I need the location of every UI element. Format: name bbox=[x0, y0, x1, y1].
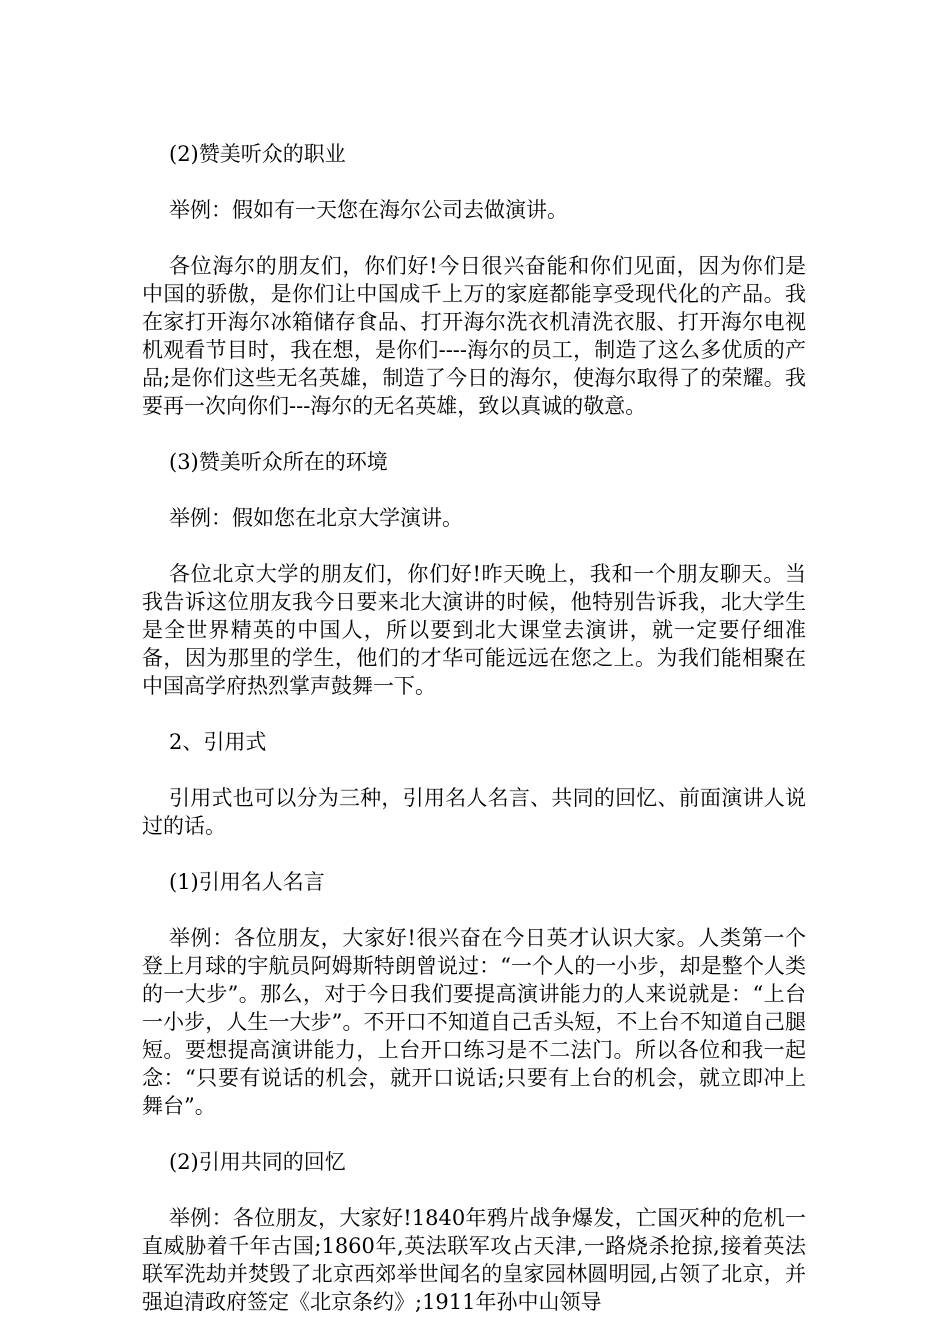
section-heading-quotation: 2、引用式 bbox=[169, 730, 267, 754]
quotation-description: 引用式也可以分为三种，引用名人名言、共同的回忆、前面演讲人说过的话。 bbox=[142, 786, 806, 838]
document-page bbox=[142, 140, 806, 1316]
example-body-shared-memory: 举例：各位朋友，大家好!1840年鸦片战争爆发，亡国灭种的危机一直威胁着千年古国;1860年,英法联军攻占天津,一路烧杀抢掠,接着英法联军洗劫并焚毁了北京西郊举世闻名的皇家园林圆明园,占领了北京，并强迫清政府签定《北京条约》;1911年孙中山领导 bbox=[142, 1206, 806, 1314]
section-heading-shared-memory: (2)引用共同的回忆 bbox=[169, 1150, 346, 1174]
example-intro-haier: 举例：假如有一天您在海尔公司去做演讲。 bbox=[169, 198, 568, 222]
example-intro-pku: 举例：假如您在北京大学演讲。 bbox=[169, 506, 463, 530]
example-body-famous-quotes: 举例：各位朋友，大家好!很兴奋在今日英才认识大家。人类第一个登上月球的宇航员阿姆斯特朗曾说过：“一个人的一小步，却是整个人类的一大步”。那么，对于今日我们要提高演讲能力的人来说就是：“上台一小步，人生一大步”。不开口不知道自己舌头短，不上台不知道自己腿短。要想提高演讲能力，上台开口练习是不二法门。所以各位和我一起念：“只要有说话的机会，就开口说话;只要有上台的机会，就立即冲上舞台”。 bbox=[142, 926, 806, 1118]
section-heading-praise-profession: (2)赞美听众的职业 bbox=[169, 142, 346, 166]
section-heading-famous-quotes: (1)引用名人名言 bbox=[169, 870, 325, 894]
section-heading-praise-environment: (3)赞美听众所在的环境 bbox=[169, 450, 388, 474]
example-body-haier: 各位海尔的朋友们，你们好!今日很兴奋能和你们见面，因为你们是中国的骄傲，是你们让中国成千上万的家庭都能享受现代化的产品。我在家打开海尔冰箱储存食品、打开海尔洗衣机清洗衣服、打开海尔电视机观看节目时，我在想，是你们----海尔的员工，制造了这么多优质的产品;是你们这些无名英雄，制造了今日的海尔，使海尔取得了的荣耀。我要再一次向你们---海尔的无名英雄，致以真诚的敬意。 bbox=[142, 254, 806, 418]
example-body-pku: 各位北京大学的朋友们，你们好!昨天晚上，我和一个朋友聊天。当我告诉这位朋友我今日要来北大演讲的时候，他特别告诉我，北大学生是全世界精英的中国人，所以要到北大课堂去演讲，就一定要仔细准备，因为那里的学生，他们的才华可能远远在您之上。为我们能相聚在中国高学府热烈掌声鼓舞一下。 bbox=[142, 562, 806, 698]
